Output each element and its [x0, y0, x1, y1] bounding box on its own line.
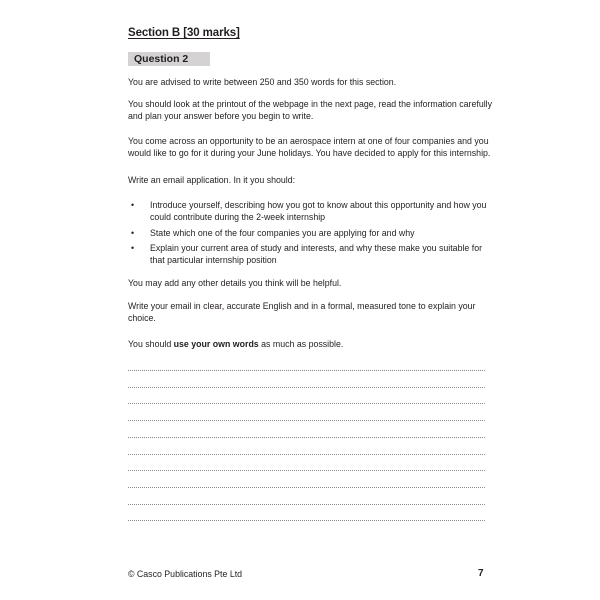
publisher-credit: © Casco Publications Pte Ltd — [128, 569, 243, 579]
extra-details-note: You may add any other details you think will be helpful. — [128, 278, 342, 288]
bullet-icon: • — [131, 200, 135, 210]
question-label: Question 2 — [134, 53, 189, 65]
bullet-icon: • — [131, 242, 135, 253]
answer-line — [128, 504, 485, 505]
task-intro: Write an email application. In it you should: — [128, 175, 296, 185]
answer-line — [128, 520, 485, 521]
instruction-word-count: You are advised to write between 250 and 350 words for this section. — [128, 77, 397, 87]
list-item — [128, 242, 493, 267]
question-label-box — [128, 52, 210, 67]
answer-line — [128, 370, 485, 371]
list-item — [128, 227, 493, 239]
page-number: 7 — [478, 568, 484, 579]
own-words-prefix: You should — [128, 339, 174, 349]
answer-line — [128, 403, 485, 404]
own-words-suffix: as much as possible. — [258, 339, 344, 349]
instruction-read-webpage: You should look at the printout of the webpage in the next page, read the information carefully and plan your answer before you begin to write. — [128, 99, 493, 122]
style-instruction: Write your email in clear, accurate English and in a formal, measured tone to explain your choice. — [128, 301, 476, 324]
answer-line — [128, 437, 485, 438]
answer-line — [128, 454, 485, 455]
own-words-emphasis: use your own words — [173, 339, 259, 349]
own-words-instruction — [128, 338, 493, 350]
answer-line — [128, 387, 485, 388]
list-item — [128, 199, 493, 224]
bullet-text: State which one of the four companies you are applying for and why — [150, 227, 415, 238]
task-bullet-list — [128, 199, 493, 269]
answer-line — [128, 420, 485, 421]
scenario-paragraph: You come across an opportunity to be an aerospace intern at one of four companies and you would like to go for it during your June holidays. You have decided to apply for this internship. — [128, 136, 491, 159]
bullet-text: Explain your current area of study and interests, and why these make you suitable for that particular internship position — [150, 242, 483, 266]
answer-line — [128, 470, 485, 471]
answer-line — [128, 487, 485, 488]
bullet-text: Introduce yourself, describing how you got to know about this opportunity and how you could contribute during the 2-week internship — [150, 200, 487, 223]
section-title: Section B [30 marks] — [128, 27, 240, 39]
bullet-icon: • — [131, 227, 135, 238]
